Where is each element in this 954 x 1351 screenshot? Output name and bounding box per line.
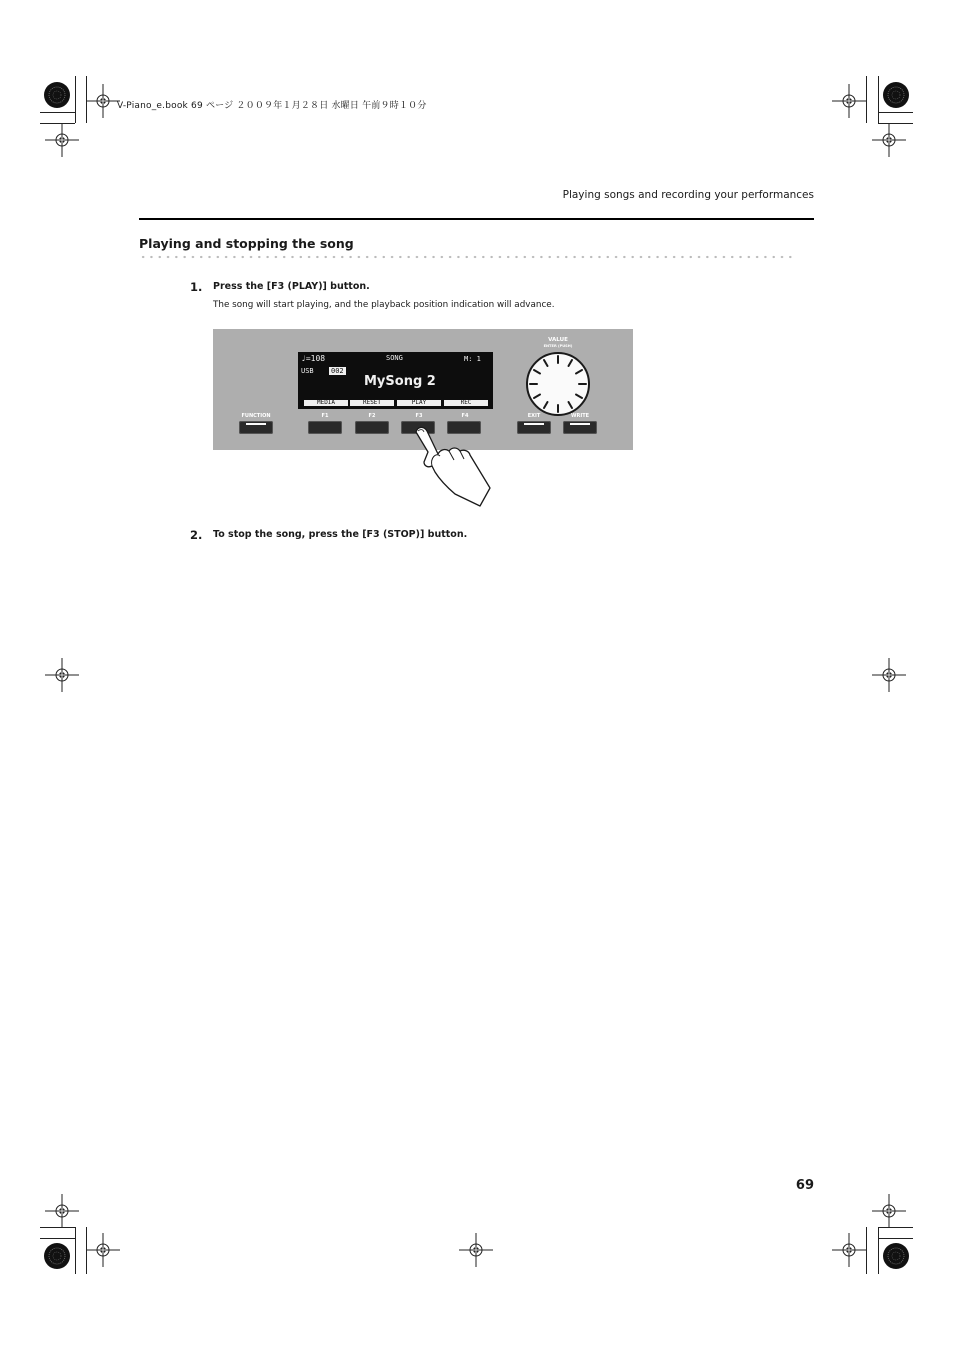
- value-label: VALUE: [548, 337, 568, 343]
- page-number: 69: [795, 1178, 814, 1193]
- exit-label: EXIT: [527, 413, 541, 419]
- starburst-mark-bl: [44, 1243, 70, 1269]
- enter-push-label: ENTER (PUSH): [543, 344, 573, 348]
- lcd-tab-media: MEDIA: [304, 400, 348, 406]
- dotted-divider: [139, 255, 794, 259]
- f1-button[interactable]: [308, 421, 342, 434]
- print-header: V-Piano_e.book 69 ページ ２００９年１月２８日 水曜日 午前９時１０分: [117, 101, 427, 111]
- f2-label: F2: [368, 413, 376, 419]
- pointing-hand-icon: [410, 422, 500, 512]
- starburst-mark-tl: [44, 82, 70, 108]
- f2-button[interactable]: [355, 421, 389, 434]
- lcd-song-number: 002: [331, 367, 344, 375]
- f4-label: F4: [461, 413, 469, 419]
- lcd-measure: M: 1: [464, 355, 481, 363]
- lcd-tab-reset: RESET: [350, 400, 394, 406]
- lcd-tab-rec: REC: [444, 400, 488, 406]
- running-head: Playing songs and recording your performances: [562, 189, 814, 201]
- step-1-description: The song will start playing, and the playback position indication will advance.: [213, 300, 555, 310]
- step-1-number: 1.: [190, 280, 203, 294]
- lcd-tab-play: PLAY: [397, 400, 441, 406]
- lcd-mode: SONG: [386, 354, 403, 362]
- section-title: Playing and stopping the song: [139, 236, 354, 251]
- lcd-media: USB: [301, 367, 314, 375]
- f3-label: F3: [415, 413, 423, 419]
- header-rule: [139, 218, 814, 220]
- starburst-mark-br: [883, 1243, 909, 1269]
- write-led: [570, 423, 590, 425]
- f1-label: F1: [321, 413, 329, 419]
- step-2-text: To stop the song, press the [F3 (STOP)] button.: [213, 529, 468, 540]
- value-dial[interactable]: [524, 350, 592, 418]
- write-label: WRITE: [570, 413, 590, 419]
- starburst-mark-tr: [883, 82, 909, 108]
- function-label: FUNCTION: [241, 413, 271, 419]
- function-led: [246, 423, 266, 425]
- lcd-display: [298, 352, 493, 409]
- step-1-text: Press the [F3 (PLAY)] button.: [213, 281, 370, 292]
- lcd-tempo: ♩=108: [301, 354, 326, 363]
- step-2-number: 2.: [190, 528, 203, 542]
- exit-led: [524, 423, 544, 425]
- lcd-song-name: MySong 2: [364, 374, 436, 389]
